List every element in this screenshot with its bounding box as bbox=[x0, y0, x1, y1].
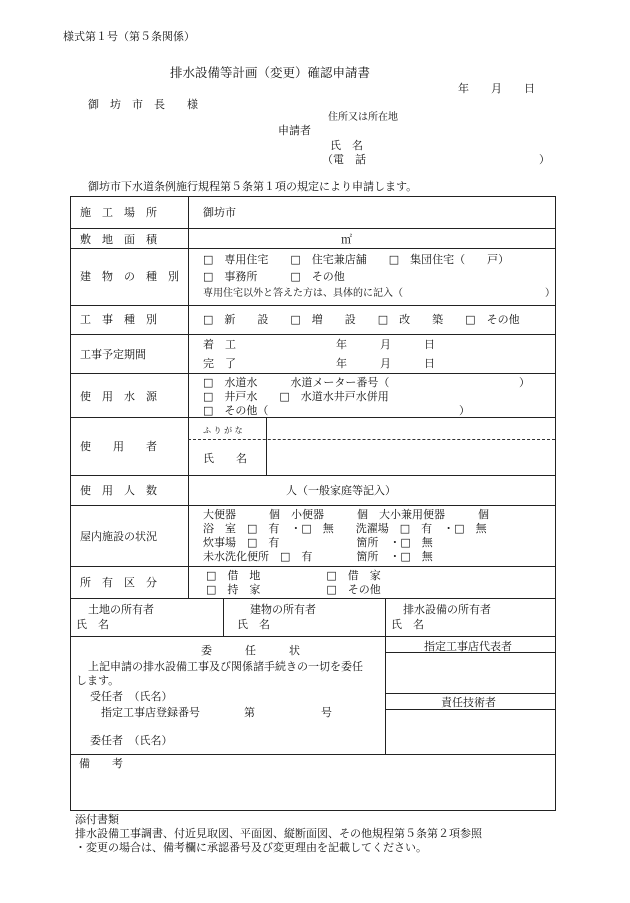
address-label: 住所又は所在地 bbox=[328, 112, 398, 123]
building-owner-name-label: 氏 名 bbox=[237, 618, 270, 631]
water-source-option-3[interactable]: □ その他（ bbox=[203, 404, 269, 417]
building-type-label: 建 物 の 種 別 bbox=[80, 270, 179, 283]
facilities-line-2[interactable]: 浴 室 □ 有 ・□ 無 洗濯場 □ 有 ・□ 無 bbox=[203, 522, 487, 535]
building-type-options-1[interactable]: □ 専用住宅 □ 住宅兼店舗 □ 集団住宅（ 戸） bbox=[203, 253, 510, 266]
attachments-list: 排水設備工事調書、付近見取図、平面図、縦断面図、その他規程第５条第２項参照 bbox=[75, 827, 482, 840]
schedule-start-date[interactable]: 年 月 日 bbox=[336, 338, 435, 351]
delegation-title: 委 任 状 bbox=[201, 644, 300, 657]
addressee: 御 坊 市 長 様 bbox=[88, 98, 198, 111]
phone-close: ） bbox=[539, 153, 550, 166]
delegation-body-1: 上記申請の排水設備工事及び関係諸手続きの一切を委任 bbox=[88, 660, 363, 673]
phone-label: （電 話 bbox=[322, 153, 366, 166]
users-count-value[interactable]: 人（一般家庭等記入） bbox=[286, 484, 396, 497]
water-source-label: 使 用 水 源 bbox=[80, 390, 157, 403]
delegation-body-2: します。 bbox=[76, 674, 120, 687]
delegator-label: 委任者 （氏名） bbox=[90, 734, 173, 747]
user-name-label: 氏 名 bbox=[203, 452, 247, 465]
ownership-label: 所 有 区 分 bbox=[80, 576, 157, 589]
work-type-options[interactable]: □ 新 設 □ 増 設 □ 改 築 □ その他 bbox=[203, 313, 520, 326]
engineer-label: 責任技術者 bbox=[441, 696, 496, 709]
water-source-option-1[interactable]: □ 水道水 水道メーター番号（ bbox=[203, 376, 390, 389]
applicant-label: 申請者 bbox=[278, 124, 311, 137]
ownership-options-2[interactable]: □ 持 家 □ その他 bbox=[206, 583, 381, 596]
building-type-specify: 専用住宅以外と答えた方は、具体的に記入（ bbox=[203, 288, 403, 299]
water-meter-close: ） bbox=[519, 376, 530, 389]
land-owner-label: 土地の所有者 bbox=[88, 603, 154, 616]
form-number: 様式第１号（第５条関係） bbox=[63, 30, 195, 43]
applicant-name-label: 氏 名 bbox=[330, 139, 363, 152]
contractor-rep-label: 指定工事店代表者 bbox=[424, 640, 512, 653]
schedule-end-label: 完 了 bbox=[203, 357, 236, 370]
site-value: 御坊市 bbox=[203, 206, 236, 219]
receiver-label: 受任者 （氏名） bbox=[90, 690, 173, 703]
user-label: 使 用 者 bbox=[80, 440, 157, 453]
remarks-label: 備 考 bbox=[79, 757, 123, 770]
water-source-option-2[interactable]: □ 井戸水 □ 水道水井戸水併用 bbox=[203, 390, 389, 403]
site-label: 施 工 場 所 bbox=[80, 206, 157, 219]
schedule-start-label: 着 工 bbox=[203, 338, 236, 351]
building-type-specify-close: ） bbox=[545, 288, 555, 299]
form-title: 排水設備等計画（変更）確認申請書 bbox=[170, 65, 371, 80]
facilities-label: 屋内施設の状況 bbox=[80, 530, 157, 543]
intro-text: 御坊市下水道条例施行規程第５条第１項の規定により申請します。 bbox=[88, 180, 418, 193]
drain-owner-name-label: 氏 名 bbox=[391, 618, 424, 631]
facilities-line-4[interactable]: 未水洗化便所 □ 有 箇所 ・□ 無 bbox=[203, 550, 433, 563]
land-owner-name-label: 氏 名 bbox=[76, 618, 109, 631]
work-type-label: 工 事 種 別 bbox=[80, 313, 157, 326]
schedule-end-date[interactable]: 年 月 日 bbox=[336, 357, 435, 370]
area-label: 敷 地 面 積 bbox=[80, 233, 157, 246]
ownership-options-1[interactable]: □ 借 地 □ 借 家 bbox=[206, 569, 381, 582]
attachments-title: 添付書類 bbox=[75, 813, 119, 826]
user-furigana-label: ふ り が な bbox=[203, 426, 243, 435]
facilities-line-1[interactable]: 大便器 個 小便器 個 大小兼用便器 個 bbox=[203, 508, 489, 521]
submission-date: 年 月 日 bbox=[458, 82, 535, 95]
drain-owner-label: 排水設備の所有者 bbox=[403, 603, 491, 616]
registration-number-label: 指定工事店登録番号 第 号 bbox=[101, 706, 332, 719]
facilities-line-3[interactable]: 炊事場 □ 有 箇所 ・□ 無 bbox=[203, 536, 433, 549]
schedule-label: 工事予定期間 bbox=[80, 348, 146, 361]
building-type-options-2[interactable]: □ 事務所 □ その他 bbox=[203, 270, 345, 283]
building-owner-label: 建物の所有者 bbox=[250, 603, 316, 616]
area-unit: ㎡ bbox=[341, 233, 352, 246]
water-other-close: ） bbox=[459, 404, 470, 417]
users-count-label: 使 用 人 数 bbox=[80, 484, 157, 497]
change-note: ・変更の場合は、備考欄に承認番号及び変更理由を記載してください。 bbox=[75, 841, 427, 854]
